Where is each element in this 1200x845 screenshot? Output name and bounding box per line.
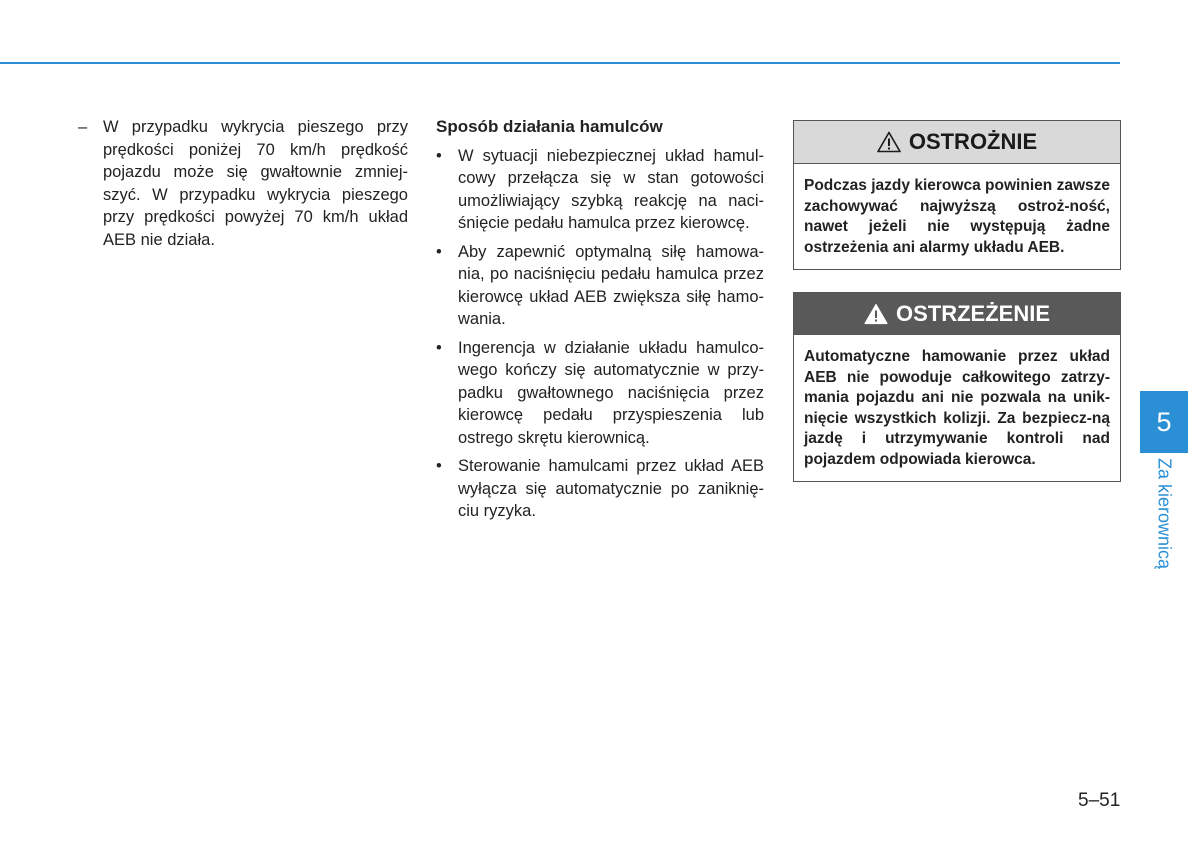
- chapter-label: Za kierownicą: [1154, 458, 1175, 570]
- warning-text: Automatyczne hamowanie przez układ AEB nie powoduje całkowitego zatrzy-mania pojazdu ani nie pozwala na unik-nięcie wszystkich kolizji. Za bezpiecz-ną jazdę i utrzymywanie kontroli nad pojazdem odpowiada kierowca.: [804, 348, 1110, 468]
- middle-column: [436, 116, 764, 529]
- page-number: 5–51: [1078, 790, 1121, 811]
- dash-marker: –: [78, 118, 88, 136]
- bullet-text: Sterowanie hamulcami przez układ AEB wyłącza się automatycznie po zaniknię-ciu ryzyka.: [458, 457, 764, 520]
- bullet-item: [436, 455, 764, 523]
- warning-box: [793, 292, 1121, 482]
- caution-text: Podczas jazdy kierowca powinien zawsze zachowywać najwyższą ostroż-ność, nawet jeżeli nie występują żadne ostrzeżenia ani alarmy układu AEB.: [804, 177, 1110, 256]
- bullet-marker: •: [436, 338, 442, 357]
- warning-title: OSTRZEŻENIE: [895, 301, 1050, 326]
- section-heading: Sposób działania hamulców: [436, 117, 663, 136]
- warning-filled-icon: [864, 303, 888, 325]
- dash-item-text: W przypadku wykrycia pieszego przy prędkości poniżej 70 km/h prędkość pojazdu może się gwałtownie zmniej-szyć. W przypadku wykrycia pieszego przy prędkości powyżej 70 km/h układ AEB nie działa.: [103, 118, 408, 249]
- warning-header: [794, 293, 1120, 335]
- caution-box: [793, 120, 1121, 270]
- warning-outline-icon: [877, 131, 901, 153]
- bullet-item: [436, 241, 764, 331]
- bullet-marker: •: [436, 457, 442, 475]
- bullet-text: Aby zapewnić optymalną siłę hamowa-nia, po naciśnięciu pedału hamulca przez kierowcę układ AEB zwiększa siłę hamo-wania.: [458, 242, 764, 328]
- chapter-tab: 5: [1140, 391, 1188, 453]
- bullet-list: [436, 145, 764, 523]
- bullet-item: [436, 145, 764, 235]
- caution-title: OSTROŻNIE: [908, 129, 1038, 154]
- top-rule: [0, 62, 1120, 64]
- bullet-item: [436, 337, 764, 450]
- bullet-marker: •: [436, 146, 442, 165]
- bullet-text: Ingerencja w działanie układu hamulco-wego kończy się automatycznie w przy-padku gwałtownego naciśnięcia przez kierowcę pedału przyspieszenia lub ostrego skrętu kierownicą.: [458, 338, 764, 447]
- dash-list-item: [78, 116, 408, 251]
- left-column: [78, 116, 408, 251]
- bullet-marker: •: [436, 242, 442, 261]
- caution-header: [794, 121, 1120, 164]
- bullet-text: W sytuacji niebezpiecznej układ hamul-cowy przełącza się w stan gotowości umożliwiający szybką reakcję na naci-śnięcie pedału hamulca przez kierowcę.: [458, 146, 764, 232]
